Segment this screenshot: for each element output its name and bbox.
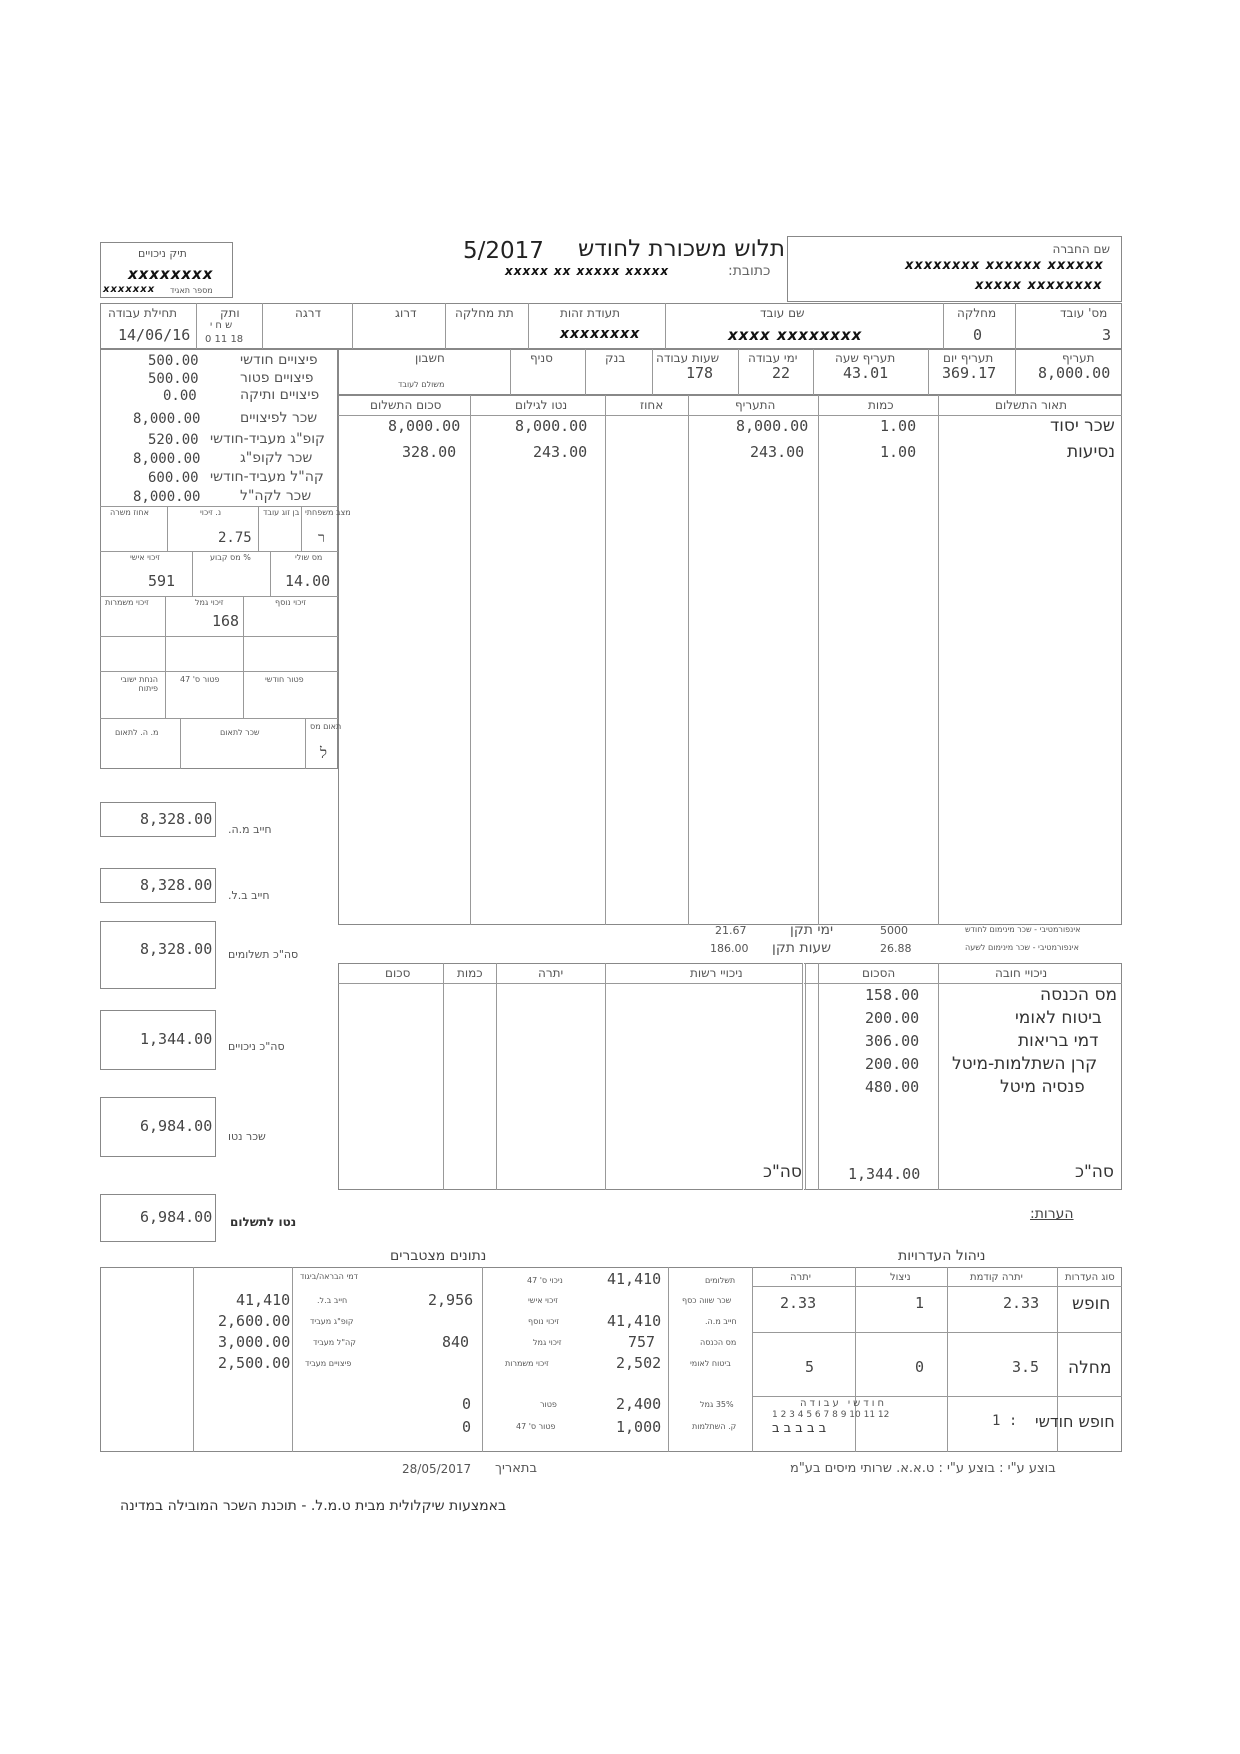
standard-days-label: ימי תקן — [790, 922, 834, 938]
label-sub-department: תת מחלקה — [455, 306, 514, 320]
net-pay-value: 6,984.00 — [140, 1208, 213, 1226]
company-label: שם החברה — [1052, 242, 1110, 256]
pension-label: פיצויים ותיקה — [240, 387, 320, 403]
cum3-label: חייב ב.ל. — [317, 1296, 348, 1305]
cum1-label: ק. השתלמות — [692, 1422, 737, 1431]
cum3-value: 2,500.00 — [218, 1354, 291, 1372]
deductions-total-value: 1,344.00 — [848, 1165, 921, 1183]
software-line: באמצעות שיקלולית מבית ט.מ.ל. - תוכנת השכר המובילה במדינה — [120, 1498, 507, 1514]
pension-value: 520.00 — [148, 432, 199, 448]
payments-header-desc: תאור התשלום — [995, 398, 1068, 412]
cum2-value: 840 — [442, 1333, 470, 1351]
marital: ר — [318, 530, 325, 546]
label-exempt-47: פטור ס' 47 — [180, 675, 220, 684]
label-id-number: תעודת זהות — [560, 306, 621, 320]
cum2-label: זיכוי גמל — [533, 1338, 562, 1347]
credit-points: 2.75 — [218, 530, 252, 546]
payments-table — [338, 395, 1122, 925]
company-value-2: xxxxx xxxxxxxx — [975, 278, 1103, 293]
label-coord-tax: מ. ה. לתאום — [115, 728, 159, 737]
pension-label: קה"ל מעביד-חודשי — [210, 469, 324, 485]
absence-prev: 2.33 — [1003, 1294, 1040, 1312]
cum1-label: ביטוח לאומי — [690, 1359, 731, 1368]
total-label: שכר נטו — [228, 1130, 266, 1143]
total-label: חייב ב.ל. — [228, 889, 270, 902]
work-days: 22 — [772, 364, 791, 382]
deduction-label: פנסיה מיטל — [1000, 1077, 1085, 1097]
deductions-total-label: סה"כ — [1075, 1162, 1114, 1182]
deduction-value: 480.00 — [865, 1078, 920, 1096]
label-gemel-credit: זיכוי גמל — [195, 598, 224, 607]
total-label: סה"כ תשלומים — [228, 948, 299, 961]
cum2-label: זיכוי אישי — [528, 1296, 558, 1305]
cum2-label: ניכוי ס' 47 — [527, 1276, 563, 1285]
voluntary-header-qty: כמות — [457, 966, 483, 980]
cum1-label: חייב מ.ה. — [705, 1317, 737, 1326]
cum3-value: 3,000.00 — [218, 1333, 291, 1351]
payment-qty: 1.00 — [880, 417, 917, 435]
pension-label: פיצויים פטור — [240, 370, 314, 386]
payment-desc: שכר יסוד — [1050, 416, 1115, 436]
label-tax-coord: תאום מס — [310, 722, 342, 731]
employer-id-value: xxxxxxx — [103, 284, 156, 295]
cum3-label: קה"ל מעביד — [313, 1338, 356, 1347]
deductions-header-mandatory: ניכויי חובה — [995, 966, 1048, 980]
notes-label: הערות: — [1030, 1206, 1074, 1222]
absence-header-used: ניצול — [890, 1272, 911, 1283]
id-number: xxxxxxxx — [560, 326, 641, 342]
tax-coord: ל — [320, 744, 328, 762]
cum1-value: 2,400 — [616, 1395, 662, 1413]
voluntary-header-name: ניכויי רשות — [690, 966, 743, 980]
label-work-days: ימי עבודה — [748, 351, 798, 365]
label-work-hours: שעות עבודה — [656, 351, 720, 365]
pension-value: 8,000.00 — [133, 489, 201, 505]
label-ranking: דרוג — [395, 306, 417, 320]
label-job-percent: אחוז משרה — [110, 508, 149, 517]
absence-prev: 3.5 — [1012, 1358, 1040, 1376]
employee-no: 3 — [1102, 326, 1112, 344]
footer-date: 28/05/2017 — [402, 1462, 472, 1476]
label-employee-name: שם עובד — [760, 306, 805, 320]
total-value: 8,328.00 — [140, 876, 213, 894]
page-title: תלוש משכורת לחודש — [577, 236, 785, 262]
label-account: חשבון — [415, 351, 445, 365]
account-note: משולם לעובד — [398, 380, 445, 389]
min-wage-month-info: אינפורמטיבי - שכר מינימום לחודש — [965, 925, 1081, 934]
label-employee-no: מס' עובד — [1060, 306, 1108, 320]
cum1-label: 35% גמל — [700, 1400, 734, 1409]
cum3-label: פיצויים מעביד — [305, 1359, 352, 1368]
total-value: 6,984.00 — [140, 1117, 213, 1135]
cum3-label: קופ"ג מעביד — [310, 1317, 354, 1326]
company-value-1: xxxxxxxx xxxxxx xxxxxx — [905, 258, 1104, 273]
absence-header-type: סוג העדרות — [1065, 1272, 1115, 1283]
label-branch: סניף — [530, 351, 553, 365]
months-label: חודשי עבודה — [800, 1398, 887, 1409]
payment-rate: 243.00 — [750, 443, 805, 461]
absence-used: 0 — [915, 1358, 925, 1376]
cum1-value: 757 — [628, 1333, 656, 1351]
payment-amount: 8,000.00 — [388, 417, 461, 435]
voluntary-total-label: סה"כ — [763, 1162, 802, 1182]
cum1-value: 2,502 — [616, 1354, 662, 1372]
pension-label: שכר לקה"ל — [240, 488, 312, 504]
pension-value: 500.00 — [148, 353, 199, 369]
gemel-credit: 168 — [212, 612, 240, 630]
net-pay-label: נטו לתשלום — [230, 1215, 297, 1229]
absence-header-balance: יתרה — [790, 1272, 811, 1283]
deduction-label: דמי בריאות — [1018, 1031, 1099, 1051]
min-wage-hour: 26.88 — [880, 942, 912, 955]
seniority-values: 0 11 18 — [205, 334, 244, 345]
pension-label: קופ"ג מעביד-חודשי — [210, 431, 325, 447]
standard-hours: 186.00 — [710, 942, 749, 955]
address-label: כתובת: — [728, 263, 771, 279]
absence-balance: 5 — [805, 1358, 815, 1376]
cum2-value: 0 — [462, 1395, 472, 1413]
payment-desc: נסיעות — [1067, 442, 1116, 462]
deductions-file-label: תיק ניכויים — [138, 247, 187, 260]
cum1-value: 1,000 — [616, 1418, 662, 1436]
cum1-label: תשלומים — [705, 1276, 736, 1285]
months-marks: ב ב ב ב ב — [772, 1421, 827, 1436]
absence-balance: 2.33 — [780, 1294, 817, 1312]
label-shift-credit: זיכוי משמרות — [105, 598, 149, 607]
months-numbers: 1 2 3 4 5 6 7 8 9 10 11 12 — [772, 1410, 890, 1420]
label-start-date: תחילת עבודה — [108, 306, 178, 320]
pension-value: 0.00 — [163, 388, 197, 404]
start-date: 14/06/16 — [118, 326, 191, 344]
label-hourly-rate: תעריף שעה — [835, 351, 896, 365]
deduction-value: 200.00 — [865, 1009, 920, 1027]
total-value: 1,344.00 — [140, 1030, 213, 1048]
absence-header-prev: יתרה קודמת — [970, 1272, 1023, 1283]
label-spouse-working: בן זוג עובד — [263, 508, 300, 517]
standard-days: 21.67 — [715, 924, 747, 937]
label-daily-rate: תעריף יום — [943, 351, 994, 365]
deductions-file-value: xxxxxxxx — [128, 265, 214, 283]
cum2-label: זיכוי נוסף — [528, 1317, 559, 1326]
employee-name: xxxx xxxxxxxx — [728, 326, 863, 344]
label-dev-town-discount: הנחת ישובי פיתוח — [120, 675, 158, 693]
label-marginal-tax: מס שולי — [295, 553, 323, 562]
pension-value: 8,000.00 — [133, 411, 201, 427]
label-monthly-rate: תעריף — [1062, 351, 1095, 365]
cum1-value: 41,410 — [607, 1312, 662, 1330]
payments-header-amount: סכום התשלום — [370, 398, 442, 412]
total-label: חייב מ.ה. — [228, 823, 272, 836]
label-extra-credit: זיכוי נוסף — [275, 598, 306, 607]
label-bank: בנק — [605, 351, 626, 365]
label-department: מחלקה — [957, 306, 997, 320]
label-fixed-tax: % מס קבוע — [210, 553, 251, 562]
payment-net: 8,000.00 — [515, 417, 588, 435]
work-hours: 178 — [686, 364, 714, 382]
cum2-value: 0 — [462, 1418, 472, 1436]
cum1-value: 41,410 — [607, 1270, 662, 1288]
department: 0 — [973, 326, 983, 344]
payment-amount: 328.00 — [402, 443, 457, 461]
payments-header-qty: כמות — [868, 398, 894, 412]
payments-header-net: נטו לגילום — [515, 398, 568, 412]
label-grade: דרגה — [295, 306, 322, 320]
absence-used: 1 — [915, 1294, 925, 1312]
deduction-value: 306.00 — [865, 1032, 920, 1050]
footer-date-label: בתאריך — [495, 1461, 537, 1476]
pension-value: 8,000.00 — [133, 451, 201, 467]
standard-hours-label: שעות תקן — [772, 940, 832, 956]
seniority-sub: ש ח י — [210, 320, 233, 331]
deduction-value: 200.00 — [865, 1055, 920, 1073]
employer-id-label: מספר תאגיד — [170, 286, 213, 295]
pension-label: שכר לקופ"ג — [240, 450, 313, 466]
cum3-value: 2,600.00 — [218, 1312, 291, 1330]
daily-rate: 369.17 — [942, 364, 997, 382]
label-coord-salary: שכר לתאום — [220, 728, 260, 737]
voluntary-header-sum: סכום — [385, 966, 411, 980]
produced-by: בוצע ע"י : בוצע ע"י : ט.א.א. שרותי מיסים בע"מ — [790, 1461, 1056, 1476]
cum2-label: פטור ס' 47 — [516, 1422, 556, 1431]
label-personal-credit: זיכוי אישי — [130, 553, 160, 562]
voluntary-header-balance: יתרה — [538, 966, 564, 980]
cum3-label: דמי הבראה/ביגוד — [300, 1272, 359, 1281]
label-marital: מצב משפחתי — [305, 508, 351, 517]
cum1-label: מס הכנסה — [700, 1338, 737, 1347]
cum1-label: שכר שווה כסף — [682, 1296, 732, 1305]
cum2-value: 2,956 — [428, 1291, 474, 1309]
monthly-vacation-label: חופש חודשי — [1035, 1412, 1115, 1431]
rates-row — [338, 349, 1122, 395]
payment-rate: 8,000.00 — [736, 417, 809, 435]
total-label: סה"כ ניכויים — [228, 1040, 285, 1053]
deduction-value: 158.00 — [865, 986, 920, 1004]
deduction-label: מס הכנסה — [1040, 985, 1118, 1005]
deductions-header-amount: הסכום — [862, 966, 896, 980]
period: 5/2017 — [463, 238, 544, 264]
payments-header-rate: התעריף — [735, 398, 776, 412]
total-value: 8,328.00 — [140, 940, 213, 958]
cum3-value: 41,410 — [236, 1291, 291, 1309]
min-wage-month: 5000 — [880, 924, 908, 937]
label-seniority: ותק — [220, 306, 240, 320]
personal-credit: 591 — [148, 572, 176, 590]
pension-label: שכר לפיצויים — [240, 410, 318, 426]
deduction-label: קרן השתלמות-מיטל — [952, 1054, 1098, 1074]
address-value: xxxxx xx xxxxx xxxxx — [505, 264, 670, 278]
pension-value: 600.00 — [148, 470, 199, 486]
total-value: 8,328.00 — [140, 810, 213, 828]
label-monthly-exempt: פטור חודשי — [265, 675, 304, 684]
monthly-rate: 8,000.00 — [1038, 364, 1111, 382]
absence-type: מחלה — [1068, 1358, 1112, 1378]
payment-qty: 1.00 — [880, 443, 917, 461]
hourly-rate: 43.01 — [843, 364, 889, 382]
absence-title: ניהול העדרויות — [898, 1248, 986, 1264]
marginal-tax: 14.00 — [285, 572, 331, 590]
pension-label: פיצויים חודשי — [240, 352, 318, 368]
payment-net: 243.00 — [533, 443, 588, 461]
payments-header-percent: אחוז — [640, 398, 664, 412]
deduction-label: ביטוח לאומי — [1015, 1008, 1102, 1028]
cumulative-title: נתונים מצטברים — [390, 1248, 487, 1264]
pension-value: 500.00 — [148, 371, 199, 387]
min-wage-hour-info: אינפורמטיבי - שכר מינימום לשעה — [965, 943, 1079, 952]
label-credit-points: נ. זיכוי — [200, 508, 222, 517]
cum2-label: זיכוי משמרות — [505, 1359, 549, 1368]
cum2-label: פטור — [540, 1400, 557, 1409]
absence-type: חופש — [1072, 1294, 1111, 1314]
monthly-vacation-value: 1 : — [992, 1413, 1018, 1429]
